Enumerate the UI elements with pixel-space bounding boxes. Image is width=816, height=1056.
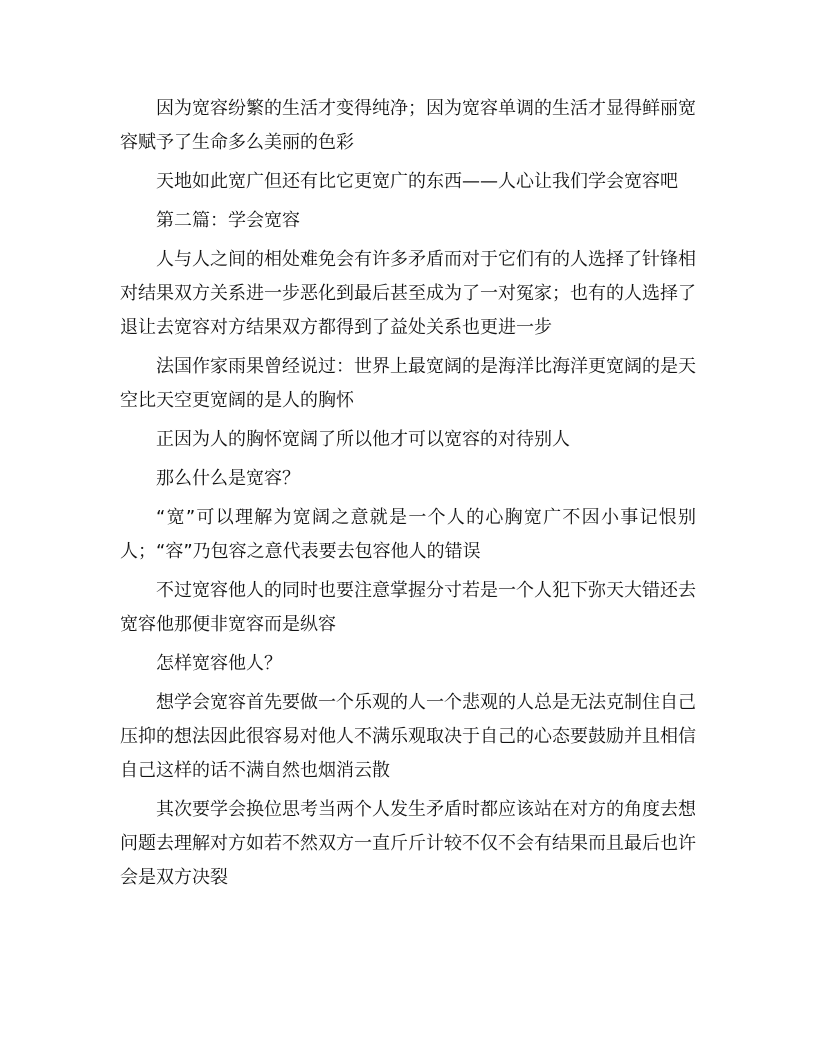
paragraph-1: 因为宽容纷繁的生活才变得纯净；因为宽容单调的生活才显得鲜丽宽容赋予了生命多么美丽的色彩 xyxy=(120,98,696,153)
paragraph-5: 正因为人的胸怀宽阔了所以他才可以宽容的对待别人 xyxy=(156,429,570,450)
paragraph-9: 其次要学会换位思考当两个人发生矛盾时都应该站在对方的角度去想问题去理解对方如若不然双方一直斤斤计较不仅不会有结果而且最后也许会是双方决裂 xyxy=(120,799,696,888)
paragraph-6: “宽”可以理解为宽阔之意就是一个人的心胸宽广不因小事记恨别人；“容”乃包容之意代表要去包容他人的错误 xyxy=(120,507,696,562)
paragraph-3: 人与人之间的相处难免会有许多矛盾而对于它们有的人选择了针锋相对结果双方关系进一步恶化到最后甚至成为了一对冤家；也有的人选择了退让去宽容对方结果双方都得到了益处关系也更进一步 xyxy=(120,249,696,338)
question-heading-2: 怎样宽容他人？ xyxy=(156,653,282,674)
paragraph-8: 想学会宽容首先要做一个乐观的人一个悲观的人总是无法克制住自己压抑的想法因此很容易对他人不满乐观取决于自己的心态要鼓励并且相信自己这样的话不满自然也烟消云散 xyxy=(120,692,696,781)
section-heading: 第二篇：学会宽容 xyxy=(156,210,300,231)
paragraph-2: 天地如此宽广但还有比它更宽广的东西——人心让我们学会宽容吧 xyxy=(156,171,678,192)
document-body xyxy=(120,92,696,900)
paragraph-4: 法国作家雨果曾经说过：世界上最宽阔的是海洋比海洋更宽阔的是天空比天空更宽阔的是人的胸怀 xyxy=(120,356,696,411)
question-heading-1: 那么什么是宽容？ xyxy=(156,468,300,489)
paragraph-7: 不过宽容他人的同时也要注意掌握分寸若是一个人犯下弥天大错还去宽容他那便非宽容而是纵容 xyxy=(120,580,696,635)
